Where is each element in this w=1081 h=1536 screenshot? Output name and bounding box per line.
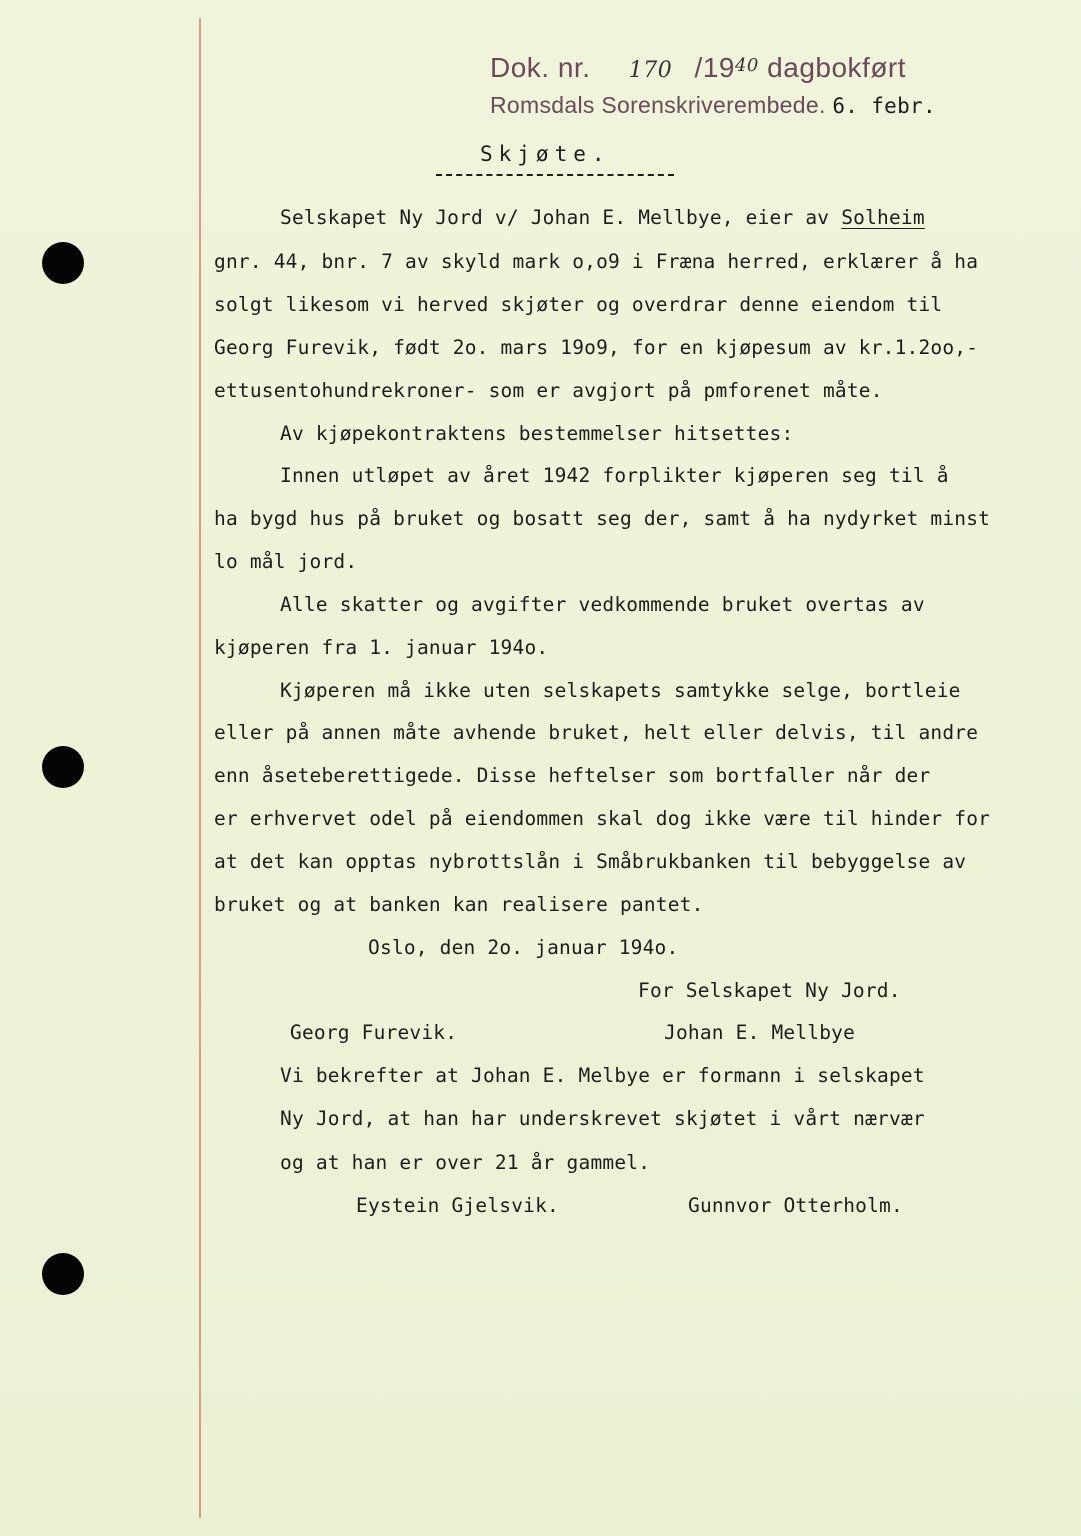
- text-line: Innen utløpet av året 1942 forplikter kjøperen seg til å: [280, 464, 949, 487]
- text-line: eller på annen måte avhende bruket, helt eller delvis, til andre: [214, 721, 979, 744]
- document-title: Skjøte.: [480, 142, 611, 166]
- text-line: Ny Jord, at han har underskrevet skjøtet i vårt nærvær: [280, 1107, 925, 1130]
- stamp-year-prefix: /19: [694, 52, 735, 83]
- punch-hole-icon: [42, 242, 84, 284]
- signature-buyer: Georg Furevik.: [290, 1021, 458, 1044]
- signatory-org: For Selskapet Ny Jord.: [638, 979, 901, 1002]
- stamp-date: 6. febr.: [832, 94, 936, 118]
- text-line: ettusentohundrekroner- som er avgjort på pmforenet måte.: [214, 379, 883, 402]
- punch-hole-icon: [42, 746, 84, 788]
- registry-stamp-line2: [490, 92, 936, 119]
- text-line: Kjøperen må ikke uten selskapets samtykke selge, bortleie: [280, 679, 961, 702]
- text-line: Vi bekrefter at Johan E. Melbye er formann i selskapet: [280, 1064, 925, 1087]
- text-line: lo mål jord.: [214, 550, 358, 573]
- text-line: solgt likesom vi herved skjøter og overdrar denne eiendom til: [214, 293, 943, 316]
- text-line: Selskapet Ny Jord v/ Johan E. Mellbye, eier av Solheim: [280, 206, 925, 229]
- text-line: kjøperen fra 1. januar 194o.: [214, 636, 549, 659]
- text-line: Georg Furevik, født 2o. mars 19o9, for en kjøpesum av kr.1.2oo,-: [214, 336, 979, 359]
- witness-signature: Eystein Gjelsvik.: [356, 1194, 559, 1217]
- stamp-prefix: Dok. nr.: [490, 52, 591, 83]
- text-line: ha bygd hus på bruket og bosatt seg der, samt å ha nydyrket minst: [214, 507, 991, 530]
- registry-stamp-line1: [490, 52, 906, 84]
- signature-seller: Johan E. Mellbye: [664, 1021, 856, 1044]
- text-line: Alle skatter og avgifter vedkommende bruket overtas av: [280, 593, 925, 616]
- stamp-office: Romsdals Sorenskriverembede.: [490, 92, 826, 118]
- title-underline: [436, 174, 674, 176]
- text-line: Av kjøpekontraktens bestemmelser hitsettes:: [280, 422, 794, 445]
- margin-line: [199, 18, 201, 1518]
- stamp-number: 170: [628, 58, 673, 83]
- place-date: Oslo, den 2o. januar 194o.: [368, 936, 679, 959]
- text-line: enn åseteberettigede. Disse heftelser som bortfaller når der: [214, 764, 931, 787]
- stamp-status: dagbokført: [767, 52, 907, 83]
- text-line: og at han er over 21 år gammel.: [280, 1151, 651, 1174]
- witness-signature: Gunnvor Otterholm.: [688, 1194, 903, 1217]
- text-line: at det kan opptas nybrottslån i Småbrukbanken til bebyggelse av: [214, 850, 967, 873]
- property-name: Solheim: [841, 206, 925, 229]
- text-line: gnr. 44, bnr. 7 av skyld mark o,o9 i Fræna herred, erklærer å ha: [214, 250, 979, 273]
- text-line: er erhvervet odel på eiendommen skal dog ikke være til hinder for: [214, 807, 991, 830]
- stamp-year-suffix: 40: [734, 55, 759, 76]
- punch-hole-icon: [42, 1253, 84, 1295]
- text-line: bruket og at banken kan realisere pantet.: [214, 893, 704, 916]
